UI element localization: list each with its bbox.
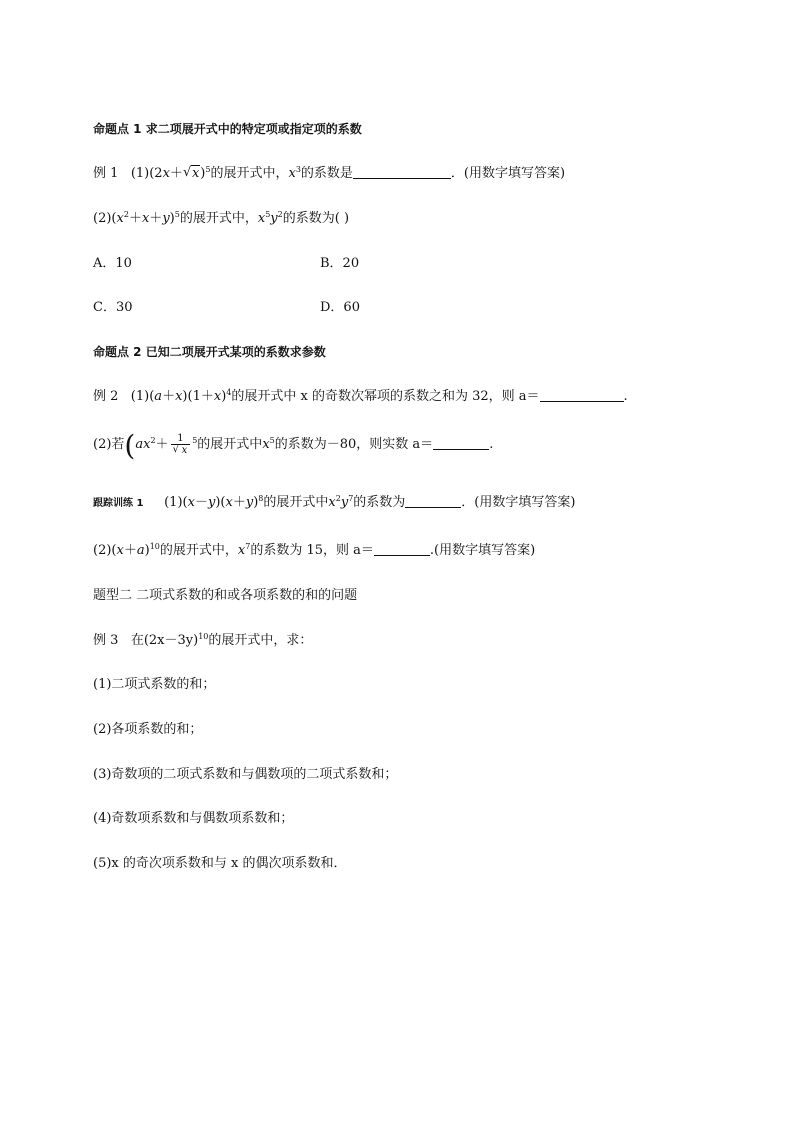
answer-blank[interactable] [540,388,624,402]
training-1-part-1: 跟踪训练 1 $(1)(x-y)(x+y)^8$的展开式中$x^2y^7$的系数为 ．(用数字填写答案) [93,494,576,510]
fraction: 1 √ x [171,433,191,456]
question-text: 的系数为 [353,495,406,510]
answer-blank[interactable] [433,436,489,450]
fraction-numerator: 1 [171,433,191,445]
section-title-text: 命题点 2 已知二项展开式某项的系数求参数 [93,345,326,359]
answer-blank[interactable] [353,165,451,179]
question-text: 的系数是 [300,166,353,181]
example-2-part-2: (2)若($ax^2+$ 1 √ x $^5$的展开式中$x^5$的系数为－80，则实数 a＝ . [93,429,494,462]
hint-text: .(用数字填写答案) [429,543,536,558]
example-3-item-5: (5)x 的奇次项系数和与 x 的偶次项系数和． [93,856,347,871]
example-label: 例 1 [93,166,119,181]
left-paren: ( [124,429,136,462]
question-text: 的展开式中 [263,495,329,510]
expr-text: 的展开式中， [179,211,258,226]
example-2-part-1: 例 2 $(1)(a+x)(1+x)^4$的展开式中 x 的奇数次幂项的系数之和为 32，则 a＝ . [93,388,628,404]
question-text: 的系数为( ) [282,211,350,226]
section-title-point-1 [93,120,362,138]
example-label: 例 2 [93,389,119,404]
question-text: 的展开式中 x 的奇数次幂项的系数之和为 32，则 a＝ [231,389,540,404]
question-text: 的展开式中，求： [208,633,313,648]
expr-text: (2)若 [93,437,125,452]
example-3-item-4: (4)奇数项系数和与偶数项系数和； [93,811,294,826]
section-title-point-2 [93,343,326,361]
section-title-text: 题型二 二项式系数的和或各项系数的和的问题 [93,588,358,603]
hint-text: ．(用数字填写答案) [461,495,576,510]
section-title-type-2 [93,587,357,605]
example-3-item-2: (2)各项系数的和； [93,722,203,737]
question-text: 的展开式中， [159,543,238,558]
example-label: 例 3 [93,633,119,648]
training-label: 跟踪训练 1 [93,498,144,509]
example-1-part-2: $(2)(x^2+x+y)^5$的展开式中，$x^5y^2$的系数为( ) [93,210,350,226]
sqrt-symbol: √ x [182,165,200,181]
section-title-text: 命题点 1 求二项展开式中的特定项或指定项的系数 [93,122,362,136]
answer-blank[interactable] [374,542,430,556]
exponent: 10 [198,632,209,641]
training-1-part-2: $(2)(x+a)^{10}$的展开式中，$x^7$的系数为 15，则 a＝ .(用数字填写答案) [93,542,536,558]
expr-text: 的展开式中， [210,166,289,181]
question-text: 的展开式中 [197,437,263,452]
option-d[interactable]: D．60 [320,300,360,315]
example-3-item-3: (3)奇数项的二项式系数和与偶数项的二项式系数和； [93,767,398,782]
expr-text: 在(2x－3y) [130,633,199,648]
expr-text: (2)( [93,211,117,226]
option-b[interactable]: B．20 [320,256,360,271]
question-text: 的系数为－80，则实数 a＝ [274,437,434,452]
option-c[interactable]: C．30 [93,300,133,315]
example-1-part-1: 例 1 (1)(2x＋ √ x)$^5$的展开式中，$x^3$的系数是 ．(用数字填写答案) [93,165,566,181]
example-3-item-1: (1)二项式系数的和； [93,677,216,692]
question-text: 的系数为 15，则 a＝ [250,543,374,558]
hint-text: ．(用数字填写答案) [450,166,566,181]
expr-text: (1)(2 [130,166,163,181]
option-a[interactable]: A．10 [93,256,132,271]
answer-blank[interactable] [405,494,461,508]
example-3-intro [93,632,312,650]
